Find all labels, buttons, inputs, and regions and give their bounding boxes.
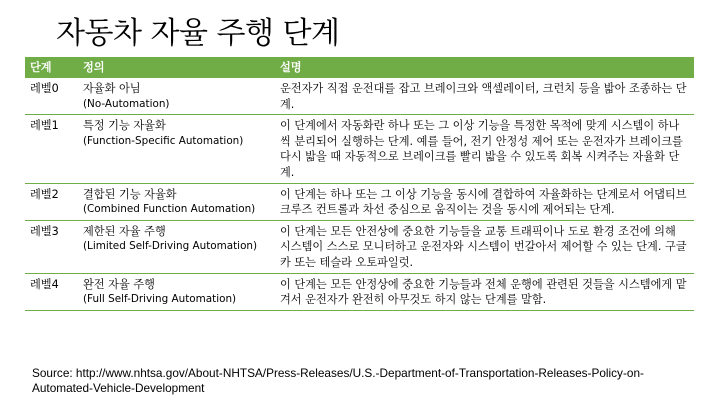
- source-citation: Source: http://www.nhtsa.gov/About-NHTSA/Press-Releases/U.S.-Department-of-Transportation-Releases-Policy-on-Automated-Vehicle-Development: [32, 366, 644, 395]
- header-description: 설명: [275, 57, 694, 78]
- definition-korean: 결합된 기능 자율화: [83, 187, 177, 201]
- level-cell: 레벨3: [25, 220, 78, 273]
- table-row: [25, 78, 694, 115]
- description-cell: 이 단계는 모든 안전상에 중요한 기능들을 교통 트래픽이나 도로 환경 조건에 의해 시스템이 스스로 모니터하고 운전자와 시스템이 번갈아서 제어할 수 있는 단계. 구글카 또는 테슬라 오토파일럿.: [275, 220, 694, 273]
- description-cell: 이 단계는 하나 또는 그 이상 기능을 동시에 결합하여 자율화하는 단계로서 어댑티브 크루즈 컨트롤과 차선 중심으로 움직이는 것을 동시에 제어되는 단계.: [275, 183, 694, 220]
- description-cell: 이 단계에서 자동화란 하나 또는 그 이상 기능을 특정한 목적에 맞게 시스템이 하나씩 분리되어 실행하는 단계. 예를 들어, 전기 안정성 제어 또는 운전자가 브레이크를 다시 밟을 때 자동적으로 브레이크를 빨리 밟을 수 있도록 회복 시켜주는 자율화 단계.: [275, 115, 694, 183]
- definition-english: (Full Self-Driving Automation): [83, 293, 237, 306]
- slide-title: 자동차 자율 주행 단계: [56, 16, 340, 51]
- description-cell: 운전자가 직접 운전대를 잡고 브레이크와 액셀레이터, 크런치 등을 밟아 조종하는 단계.: [275, 78, 694, 115]
- definition-english: (Limited Self-Driving Automation): [83, 240, 258, 253]
- table-header-row: [25, 57, 694, 78]
- table-row: [25, 183, 694, 220]
- definition-korean: 자율화 아님: [83, 82, 141, 95]
- level-cell: 레벨0: [25, 78, 78, 115]
- header-level: 단계: [25, 57, 78, 78]
- definition-english: (Function-Specific Automation): [83, 134, 244, 147]
- definition-korean: 제한된 자율 주행: [83, 224, 166, 238]
- definition-korean: 특정 기능 자율화: [83, 119, 166, 133]
- table-row: [25, 115, 694, 183]
- definition-cell: [78, 78, 275, 115]
- level-cell: 레벨2: [25, 183, 78, 220]
- level-cell: 레벨1: [25, 115, 78, 183]
- definition-korean: 완전 자율 주행: [83, 277, 155, 291]
- definition-cell: [78, 115, 275, 183]
- definition-cell: [78, 183, 275, 220]
- description-cell: 이 단계는 모든 안정상에 중요한 기능들과 전체 운행에 관련된 것들을 시스템에게 맡겨서 운전자가 완전히 아무것도 하지 않는 단계를 말함.: [275, 273, 694, 310]
- automation-levels-table: [25, 57, 694, 311]
- definition-english: (Combined Function Automation): [83, 203, 256, 216]
- table-row: [25, 220, 694, 273]
- definition-cell: [78, 220, 275, 273]
- definition-english: (No-Automation): [83, 97, 170, 110]
- definition-cell: [78, 273, 275, 310]
- header-definition: 정의: [78, 57, 275, 78]
- table-row: [25, 273, 694, 310]
- level-cell: 레벨4: [25, 273, 78, 310]
